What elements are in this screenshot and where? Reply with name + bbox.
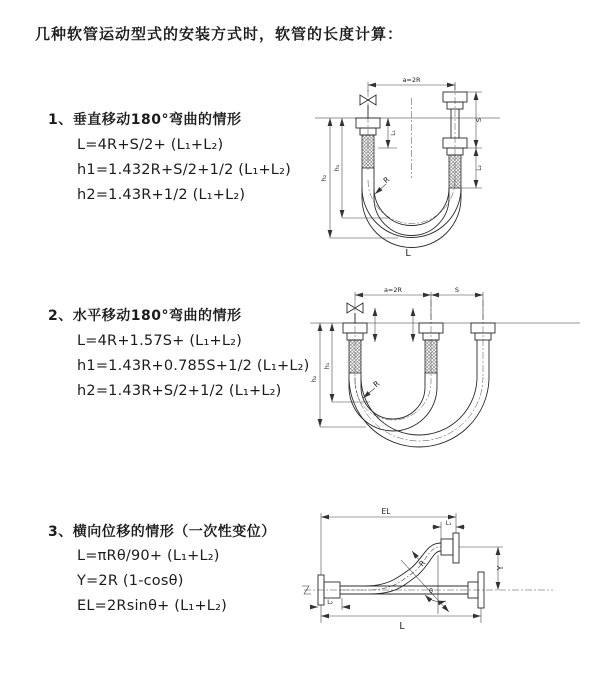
- d1-label-h1: h₁: [333, 164, 341, 172]
- section-3-formula-L: L=πRθ/90+ (L₁+L₂): [77, 548, 220, 564]
- d1-label-s: S: [475, 117, 483, 123]
- valve-icon: [360, 95, 376, 118]
- d3-label-l: L: [399, 621, 405, 632]
- diagram-lateral-displacement: [298, 498, 600, 645]
- d2-label-s: S: [454, 286, 460, 294]
- section-2-formula-L: L=4R+1.57S+ (L₁+L₂): [77, 333, 242, 349]
- section-1-formula-h1: h1=1.432R+S/2+1/2 (L₁+L₂): [77, 162, 291, 178]
- d2-label-a2r: a=2R: [383, 286, 403, 294]
- d3-label-y: Y: [496, 565, 505, 571]
- d2-label-r: R: [371, 378, 382, 390]
- d2-label-h2: h₂: [310, 375, 318, 383]
- page-title: 几种软管运动型式的安装方式时，软管的长度计算：: [35, 25, 404, 43]
- section-3-formula-EL: EL=2Rsinθ+ (L₁+L₂): [77, 598, 227, 614]
- d2-dimensions: [310, 286, 483, 427]
- d2-centerlines: [355, 300, 483, 441]
- d1-hose-assembly: [315, 92, 500, 248]
- d3-label-r: R: [416, 558, 428, 569]
- d3-label-l1: L₁: [445, 521, 452, 527]
- diagram-vertical-180-bend: [300, 70, 580, 265]
- d1-label-l: L: [405, 248, 411, 259]
- d3-label-theta: θ: [429, 587, 433, 595]
- d3-label-el: EL: [381, 507, 391, 516]
- d2-hose-assembly: [310, 303, 580, 447]
- diagram-horizontal-180-bend: [298, 282, 590, 457]
- d2-label-h1: h₁: [323, 362, 331, 370]
- section-2-formula-h1: h1=1.43R+0.785S+1/2 (L₁+L₂): [77, 358, 310, 374]
- section-1-heading: 1、垂直移动180°弯曲的情形: [48, 112, 242, 128]
- section-1-formula-h2: h2=1.43R+1/2 (L₁+L₂): [77, 187, 246, 203]
- d1-label-l2: L₂: [477, 165, 483, 171]
- d1-label-h2: h₂: [320, 174, 328, 182]
- section-2-formula-h2: h2=1.43R+S/2+1/2 (L₁+L₂): [77, 383, 282, 399]
- d3-hose-assembly: [318, 533, 484, 608]
- section-2-heading: 2、水平移动180°弯曲的情形: [48, 308, 242, 324]
- section-3-heading: 3、横向位移的情形（一次性变位）: [48, 524, 276, 540]
- d1-label-l1: L₁: [391, 130, 397, 136]
- d1-centerlines: [368, 84, 455, 224]
- d1-label-a2r: a=2R: [402, 76, 421, 84]
- section-3-formula-Y: Y=2R (1-cosθ): [77, 573, 184, 589]
- d1-label-r: R: [381, 174, 392, 186]
- d3-dimensions: [310, 507, 505, 632]
- d3-label-l2: L₂: [327, 600, 333, 606]
- section-1-formula-L: L=4R+S/2+ (L₁+L₂): [77, 137, 224, 153]
